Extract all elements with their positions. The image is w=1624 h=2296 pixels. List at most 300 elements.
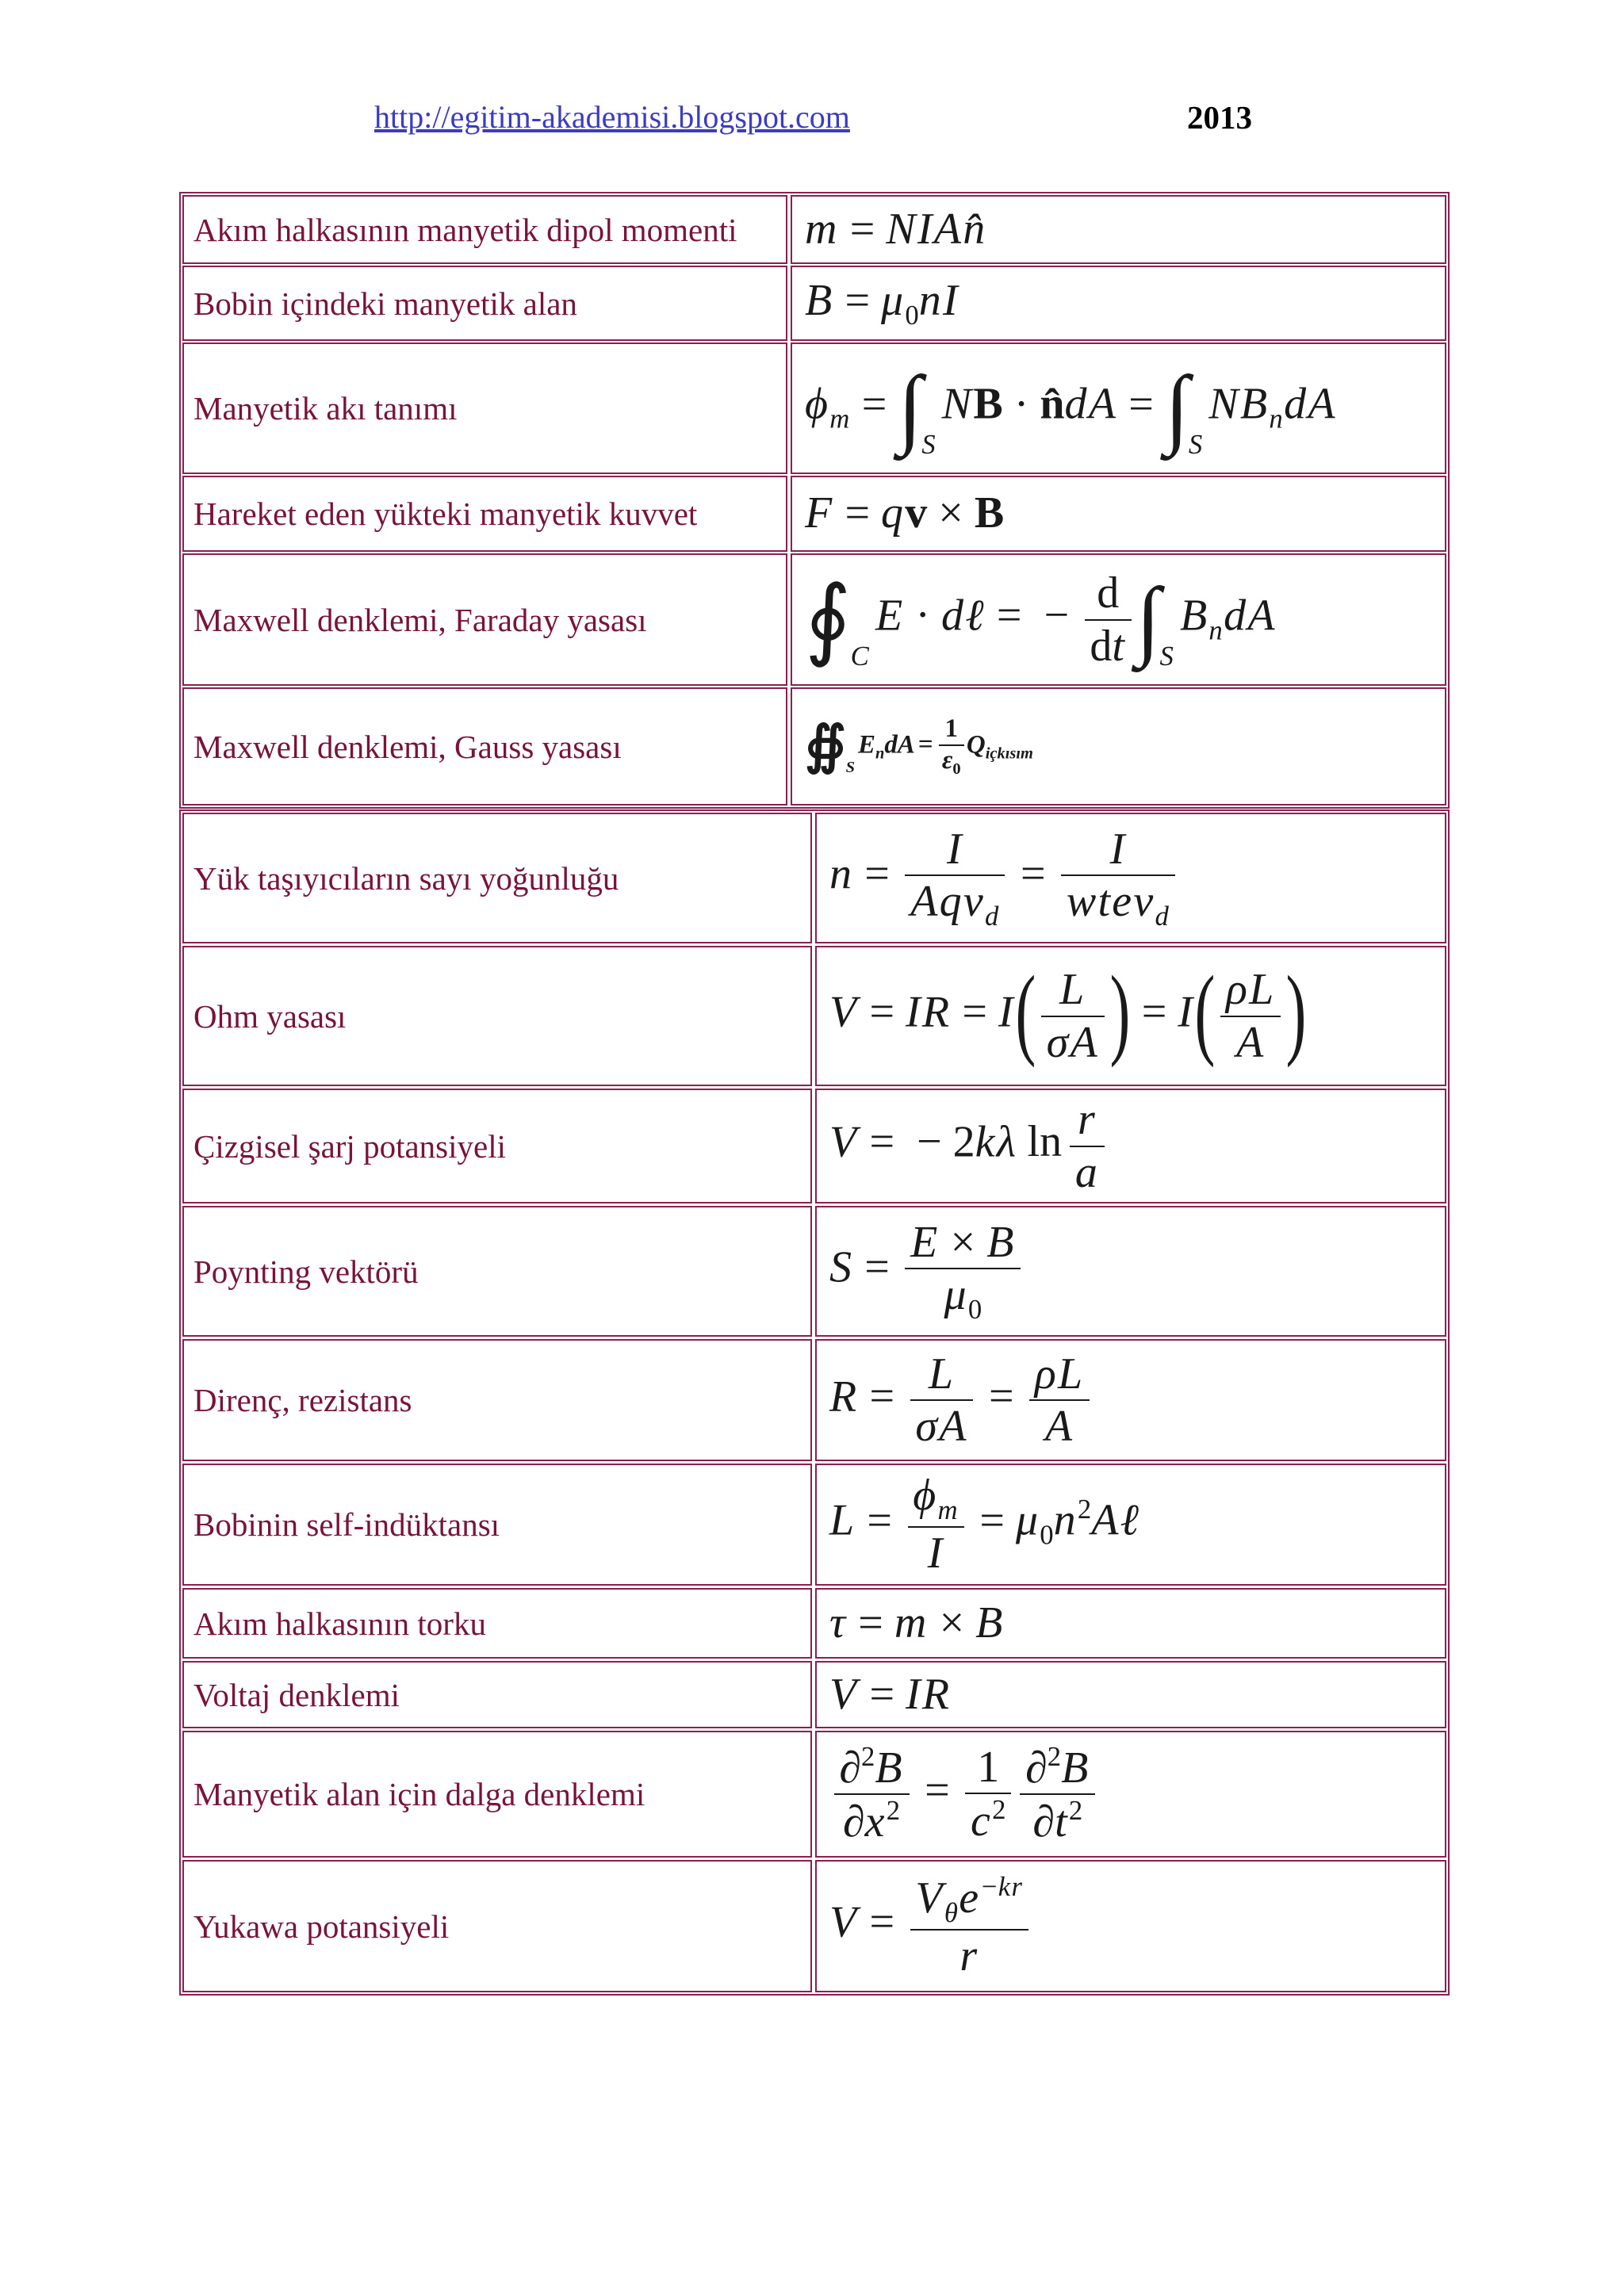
math-variable: V	[915, 1873, 944, 1923]
math-operator: =	[869, 1669, 895, 1719]
row-label: Manyetik akı tanımı	[193, 390, 458, 427]
math-variable: m	[937, 1494, 959, 1526]
formula-cell	[815, 1731, 1446, 1858]
formula-cell	[791, 266, 1446, 341]
integral-limit	[846, 758, 855, 778]
math-variable: t	[1112, 621, 1127, 671]
math-variable: I	[998, 987, 1015, 1037]
fraction	[1029, 1349, 1090, 1452]
numerator	[834, 1741, 910, 1793]
formula-cell	[815, 946, 1446, 1086]
math-variable: dℓ	[941, 591, 986, 641]
math-variable: Aqv	[910, 877, 985, 927]
label-cell	[182, 813, 812, 943]
subscript	[1155, 901, 1170, 932]
row-label: Hareket eden yükteki manyetik kuvvet	[193, 496, 698, 532]
label-cell	[182, 946, 812, 1086]
math-variable: R	[829, 1371, 859, 1421]
row-label: Yukawa potansiyeli	[193, 1908, 450, 1945]
math-variable: I	[1178, 987, 1195, 1037]
math-variable: A	[1044, 1402, 1074, 1451]
fraction	[1070, 1094, 1105, 1198]
fraction	[1020, 1741, 1095, 1847]
math-variable: E	[875, 591, 905, 641]
formula-cell	[815, 1206, 1446, 1337]
fraction	[910, 1349, 974, 1452]
label-cell	[182, 687, 787, 806]
formula-cell	[815, 1339, 1446, 1461]
table-row	[182, 1860, 1446, 1992]
math-operator: =	[1021, 849, 1046, 899]
math-number: 0	[967, 1294, 982, 1326]
large-parenthesis: (	[1195, 954, 1216, 1068]
math-variable: S	[1159, 640, 1175, 672]
math-variable: Q	[966, 730, 986, 760]
math-variable: σA	[1046, 1017, 1099, 1067]
integral-sign-icon: ∮	[805, 569, 852, 668]
math-variable: NIAn̂	[886, 204, 987, 254]
math-variable: S	[845, 759, 856, 777]
math-variable: dA	[884, 730, 915, 760]
math-variable: ϕ	[913, 1471, 938, 1521]
math-variable: L	[829, 1495, 856, 1545]
formula-cell	[815, 1089, 1446, 1203]
table-row	[182, 1206, 1446, 1337]
math-variable: θ	[944, 1896, 959, 1928]
integral-sign-icon: ∫	[1164, 358, 1189, 457]
math-number: 1	[944, 714, 958, 743]
formula	[829, 954, 1307, 1068]
math-variable: m	[829, 404, 851, 434]
numerator	[1220, 964, 1281, 1015]
math-operator: =	[962, 987, 987, 1037]
math-variable: L	[928, 1349, 956, 1399]
math-number: 0	[952, 760, 961, 778]
numerator	[1029, 1349, 1090, 1399]
math-operator: =	[869, 987, 895, 1037]
math-variable: ε	[941, 745, 953, 775]
math-symbol: ∂	[842, 1797, 865, 1846]
row-label: Yük taşıyıcıların sayı yoğunluğu	[193, 859, 619, 897]
formula	[805, 568, 1277, 672]
math-variable: q	[881, 488, 906, 538]
math-bold-vector: n̂	[1040, 379, 1065, 429]
subscript	[1269, 404, 1284, 434]
math-number: 1	[977, 1742, 1000, 1792]
math-variable: r	[1077, 1095, 1097, 1145]
formula	[829, 1217, 1025, 1326]
math-variable: μ	[881, 276, 906, 326]
table-row	[182, 553, 1446, 686]
math-symbol: ∂	[1032, 1797, 1055, 1846]
math-variable: c	[971, 1796, 993, 1846]
math-variable: μ	[1015, 1495, 1040, 1545]
fraction	[1220, 964, 1281, 1068]
math-operator: −	[917, 1117, 942, 1167]
math-variable: A	[1236, 1017, 1266, 1067]
numerator	[1020, 1741, 1095, 1793]
fraction	[1085, 568, 1132, 672]
math-variable: d	[984, 901, 1000, 932]
subscript	[875, 744, 884, 762]
math-number: 2	[1047, 1740, 1062, 1772]
math-variable: μ	[944, 1270, 968, 1320]
numerator	[1092, 568, 1124, 618]
numerator	[942, 714, 961, 744]
math-variable: I	[1109, 824, 1127, 874]
formula	[805, 358, 1337, 461]
math-variable: IR	[906, 987, 952, 1037]
math-function: ln	[1027, 1117, 1063, 1167]
math-operator: ×	[939, 1598, 965, 1647]
denominator	[922, 1528, 949, 1578]
math-variable: S	[829, 1242, 854, 1292]
table-row	[182, 1339, 1446, 1461]
math-number: 2	[1077, 1494, 1092, 1525]
fraction	[905, 824, 1005, 932]
math-operator: =	[988, 1371, 1014, 1421]
denominator	[1085, 621, 1132, 672]
math-variable: kλ	[975, 1117, 1018, 1167]
integral-sign-icon: ∫	[898, 358, 922, 457]
math-variable: V	[829, 1117, 859, 1167]
table-row	[182, 1089, 1446, 1203]
math-variable: n	[829, 849, 854, 899]
subscript	[985, 901, 1000, 932]
formula	[829, 1094, 1109, 1198]
superscript	[861, 1741, 875, 1772]
subscript	[952, 760, 960, 778]
fraction	[1061, 824, 1175, 932]
fraction	[908, 1470, 964, 1578]
superscript	[1048, 1741, 1061, 1772]
math-variable: σA	[915, 1402, 968, 1451]
numerator	[1072, 1094, 1101, 1145]
math-operator: =	[858, 1598, 883, 1647]
numerator	[908, 1470, 964, 1526]
row-label: Ohm yasası	[193, 997, 347, 1035]
formula-cell	[791, 476, 1446, 552]
formula	[829, 1597, 1005, 1650]
math-variable: E	[910, 1217, 940, 1267]
math-operator: =	[849, 204, 875, 254]
math-variable: τ	[829, 1598, 848, 1647]
fraction	[939, 714, 964, 779]
math-number: 2	[1068, 1795, 1083, 1826]
math-variable: n	[1208, 614, 1224, 646]
row-label: Çizgisel şarj potansiyeli	[193, 1127, 506, 1165]
formula-cell	[815, 813, 1446, 943]
denominator	[910, 1401, 974, 1452]
integral	[1136, 569, 1175, 672]
subscript	[1040, 1520, 1053, 1551]
fraction	[905, 1217, 1021, 1326]
math-variable: NB	[1208, 379, 1270, 429]
table-row	[182, 687, 1446, 806]
row-label: Akım halkasının manyetik dipol momenti	[193, 211, 737, 248]
row-label: Poynting vektörü	[193, 1253, 419, 1290]
label-cell	[182, 553, 787, 686]
math-variable: dA	[1064, 379, 1118, 429]
fraction	[910, 1871, 1029, 1981]
denominator	[939, 746, 964, 779]
table-row	[182, 266, 1446, 341]
math-number: 2	[992, 1794, 1006, 1826]
math-variable: n	[875, 744, 885, 763]
table-row	[182, 1731, 1446, 1858]
formula	[805, 274, 959, 332]
integral-limit	[1189, 428, 1204, 461]
math-number: 2	[952, 1117, 975, 1167]
math-operator: ×	[950, 1217, 976, 1267]
fraction	[834, 1741, 910, 1847]
row-label: Direnç, rezistans	[193, 1382, 412, 1418]
integral	[805, 569, 871, 672]
math-variable: m	[805, 204, 839, 254]
math-operator: =	[861, 379, 887, 429]
formula-table-1	[179, 192, 1450, 809]
superscript	[980, 1871, 1023, 1902]
table-row	[182, 946, 1446, 1086]
formula-table-2	[179, 809, 1450, 1996]
label-cell	[182, 266, 787, 341]
math-variable: n	[1053, 1495, 1078, 1545]
label-cell	[182, 1339, 812, 1461]
math-variable: n	[1269, 404, 1285, 434]
fraction	[1041, 964, 1105, 1068]
formula	[829, 824, 1180, 932]
denominator	[1061, 876, 1175, 932]
denominator	[1231, 1017, 1270, 1068]
math-number: 0	[1040, 1519, 1054, 1551]
numerator	[1105, 824, 1132, 874]
math-upright: d	[1097, 568, 1120, 618]
math-operator: =	[845, 276, 871, 326]
math-variable: S	[921, 429, 937, 461]
large-parenthesis: )	[1109, 954, 1130, 1068]
math-variable: dA	[1284, 379, 1337, 429]
table-row	[182, 1464, 1446, 1586]
table-row	[182, 1661, 1446, 1728]
denominator	[837, 1795, 906, 1847]
table-row	[182, 1588, 1446, 1659]
label-cell	[182, 1661, 812, 1728]
math-variable: B	[805, 276, 834, 326]
superscript	[1078, 1494, 1091, 1525]
math-variable: nI	[918, 276, 959, 326]
subscript	[938, 1494, 959, 1525]
numerator	[941, 824, 968, 874]
formula	[805, 203, 986, 256]
math-variable: B	[1179, 591, 1209, 641]
fraction	[965, 1742, 1011, 1847]
subscript	[986, 744, 1033, 762]
row-label: Maxwell denklemi, Gauss yasası	[193, 728, 622, 765]
math-operator: =	[996, 591, 1022, 641]
subscript	[968, 1294, 982, 1325]
math-variable: I	[946, 824, 963, 874]
math-operator: =	[867, 1495, 892, 1545]
large-parenthesis: (	[1015, 954, 1036, 1068]
numerator	[972, 1742, 1005, 1793]
formula	[829, 1470, 1140, 1578]
formula	[829, 1741, 1100, 1847]
denominator	[1028, 1795, 1088, 1847]
formula-cell	[791, 195, 1446, 264]
integral-limit	[921, 428, 936, 461]
math-variable: d	[1155, 901, 1170, 932]
site-link[interactable]: http://egitim-akademisi.blogspot.com	[374, 99, 850, 135]
math-variable: ρL	[1034, 1349, 1085, 1399]
formula-cell	[791, 687, 1446, 806]
numerator	[1054, 964, 1091, 1015]
math-operator: =	[869, 1371, 895, 1421]
row-label: Maxwell denklemi, Faraday yasası	[193, 601, 647, 638]
integral-sign-icon: ∫	[1136, 569, 1161, 668]
math-operator: −	[981, 1870, 998, 1902]
subscript	[944, 1897, 959, 1928]
row-label: Voltaj denklemi	[193, 1676, 400, 1713]
math-variable: t	[1055, 1797, 1069, 1846]
numerator	[905, 1217, 1021, 1268]
formula-cell	[791, 553, 1446, 686]
math-variable: C	[850, 640, 871, 672]
math-variable: V	[829, 1669, 859, 1719]
math-variable: a	[1074, 1147, 1100, 1197]
math-operator: ·	[915, 591, 931, 641]
denominator	[1041, 1017, 1105, 1068]
integral	[805, 718, 855, 775]
label-cell	[182, 1206, 812, 1337]
math-upright: d	[1090, 621, 1113, 671]
math-variable: N	[941, 379, 974, 429]
math-operator: =	[864, 849, 890, 899]
row-label: Akım halkasının torku	[193, 1605, 486, 1642]
math-variable: B	[875, 1743, 904, 1793]
math-variable: S	[1188, 429, 1204, 461]
numerator	[923, 1349, 960, 1399]
formula-cell	[815, 1661, 1446, 1728]
math-operator: =	[1141, 987, 1167, 1037]
math-operator: =	[869, 1897, 895, 1947]
label-cell	[182, 1464, 812, 1586]
math-operator: ·	[1013, 379, 1029, 429]
formula	[829, 1871, 1033, 1981]
formula-cell	[815, 1464, 1446, 1586]
math-bold-vector: B	[974, 488, 1005, 538]
formula-cell	[815, 1588, 1446, 1659]
math-variable: IR	[906, 1669, 952, 1719]
superscript	[992, 1794, 1005, 1825]
label-cell	[182, 342, 787, 474]
math-operator: ×	[938, 488, 963, 538]
math-variable: ϕ	[805, 379, 830, 429]
label-cell	[182, 1731, 812, 1858]
subscript	[829, 404, 850, 434]
math-variable: V	[829, 1897, 859, 1947]
math-variable: dA	[1224, 591, 1277, 641]
denominator	[1070, 1147, 1105, 1198]
math-variable: e	[959, 1873, 981, 1923]
math-variable: içkısım	[985, 744, 1033, 763]
subscript	[905, 300, 918, 331]
math-number: 2	[886, 1795, 901, 1826]
formula	[829, 1668, 951, 1721]
math-variable: B	[1061, 1743, 1090, 1793]
math-bold-vector: v	[905, 488, 928, 538]
math-operator: =	[925, 1765, 950, 1815]
denominator	[939, 1269, 987, 1326]
math-variable: x	[864, 1797, 887, 1846]
label-cell	[182, 1089, 812, 1203]
math-operator: −	[1044, 591, 1070, 641]
formula-cell	[791, 342, 1446, 474]
math-symbol: ∂	[839, 1743, 861, 1793]
integral-limit	[851, 640, 871, 673]
formula	[805, 714, 1033, 779]
year-label: 2013	[1187, 99, 1252, 136]
row-label: Bobinin self-indüktansı	[193, 1506, 500, 1543]
subscript	[1208, 615, 1224, 646]
math-variable: B	[986, 1217, 1016, 1267]
formula	[829, 1349, 1094, 1452]
math-variable: F	[805, 488, 834, 538]
large-parenthesis: )	[1285, 954, 1307, 1068]
math-variable: E	[858, 730, 876, 760]
math-variable: kr	[998, 1870, 1024, 1902]
row-label: Bobin içindeki manyetik alan	[193, 285, 577, 322]
denominator	[965, 1794, 1011, 1846]
superscript	[1069, 1795, 1082, 1826]
math-variable: r	[959, 1931, 979, 1980]
numerator	[910, 1871, 1029, 1929]
math-variable: B	[975, 1598, 1005, 1647]
formula-cell	[815, 1860, 1446, 1992]
table-row	[182, 195, 1446, 264]
denominator	[1040, 1401, 1079, 1452]
table-row	[182, 342, 1446, 474]
math-operator: =	[845, 488, 871, 538]
math-operator: =	[869, 1117, 895, 1167]
integral-limit	[1159, 640, 1174, 673]
math-operator: =	[1128, 379, 1154, 429]
math-operator: =	[864, 1242, 890, 1292]
row-label: Manyetik alan için dalga denklemi	[193, 1776, 645, 1812]
math-variable: V	[829, 987, 859, 1037]
math-operator: =	[917, 730, 933, 760]
table-row	[182, 476, 1446, 552]
math-number: 0	[905, 300, 919, 331]
math-variable: ρL	[1225, 965, 1276, 1015]
math-variable: Aℓ	[1091, 1495, 1141, 1545]
integral-sign-icon: ∯	[805, 717, 847, 775]
formula	[805, 487, 1004, 540]
math-variable: L	[1059, 965, 1086, 1015]
label-cell	[182, 195, 787, 264]
math-variable: wtev	[1066, 877, 1155, 927]
math-bold-vector: B	[973, 379, 1003, 429]
superscript	[887, 1795, 900, 1826]
label-cell	[182, 1860, 812, 1992]
integral	[1164, 358, 1204, 461]
denominator	[955, 1931, 984, 1981]
denominator	[905, 876, 1005, 932]
label-cell	[182, 476, 787, 552]
math-number: 2	[860, 1740, 875, 1772]
math-operator: =	[979, 1495, 1005, 1545]
math-variable: m	[894, 1598, 929, 1647]
math-symbol: ∂	[1025, 1743, 1048, 1793]
